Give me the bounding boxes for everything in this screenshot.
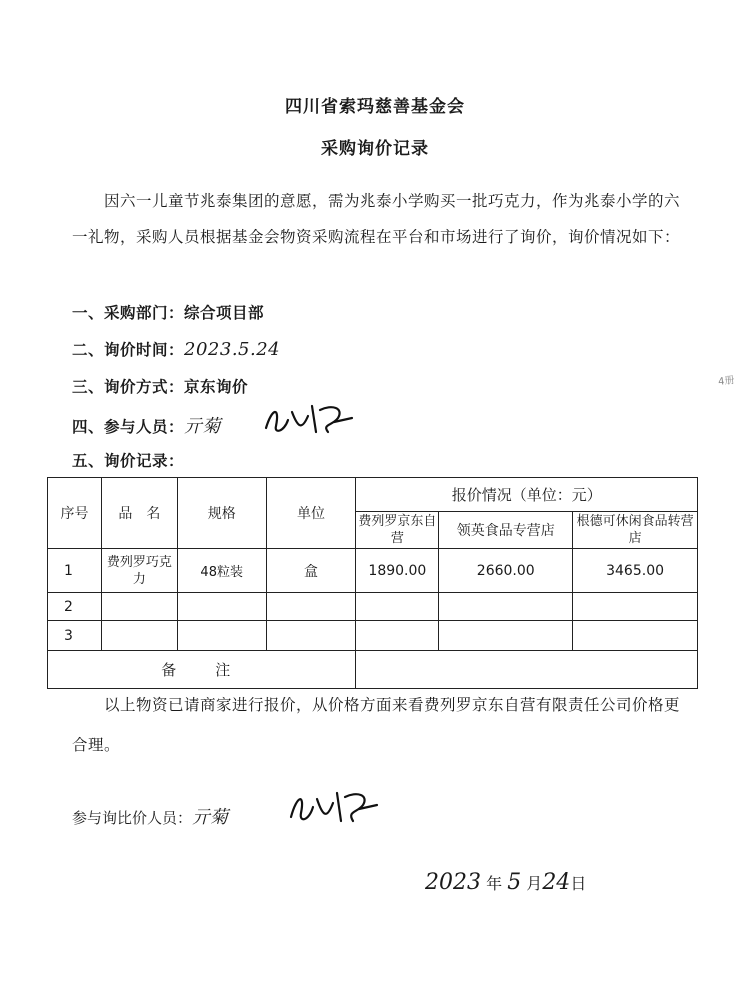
dept-label: 一、采购部门： bbox=[72, 304, 185, 322]
method-label: 三、询价方式： bbox=[72, 378, 185, 396]
row-price-2: 2660.00 bbox=[439, 549, 573, 593]
item-record: 五、询价记录： bbox=[72, 452, 185, 470]
item-time bbox=[72, 338, 280, 360]
row-seq: 3 bbox=[48, 621, 102, 651]
date-month-suffix: 月 bbox=[526, 874, 543, 893]
conclusion-paragraph: 以上物资已请商家进行报价，从价格方面来看费列罗京东自营有限责任公司价格更合理。 bbox=[72, 696, 681, 754]
header-vendor-3: 根德可休闲食品转营店 bbox=[573, 512, 698, 549]
date-day: 24 bbox=[542, 870, 571, 895]
header-seq: 序号 bbox=[48, 478, 102, 549]
row-price-3 bbox=[573, 593, 698, 621]
note-label: 备 注 bbox=[48, 651, 356, 689]
table-row bbox=[48, 593, 698, 621]
inquiry-table bbox=[47, 477, 698, 689]
item-people bbox=[72, 412, 221, 438]
row-spec bbox=[177, 593, 266, 621]
table-note-row bbox=[48, 651, 698, 689]
row-name: 费列罗巧克力 bbox=[101, 549, 177, 593]
row-name bbox=[101, 593, 177, 621]
item-dept bbox=[72, 301, 264, 323]
people-value: 亓菊 bbox=[184, 416, 222, 437]
date-month: 5 bbox=[507, 870, 522, 895]
row-price-2 bbox=[439, 593, 573, 621]
participants-label: 参与询比价人员： bbox=[72, 809, 193, 827]
row-unit bbox=[266, 621, 356, 651]
date-year: 2023 bbox=[425, 870, 481, 895]
row-seq: 2 bbox=[48, 593, 102, 621]
row-price-3 bbox=[573, 621, 698, 651]
header-vendor-1: 费列罗京东自营 bbox=[356, 512, 439, 549]
note-value bbox=[356, 651, 698, 689]
table-header-row-1 bbox=[48, 478, 698, 512]
row-spec: 48粒装 bbox=[177, 549, 266, 593]
org-title: 四川省索玛慈善基金会 bbox=[285, 97, 465, 117]
header-vendor-2: 领英食品专营店 bbox=[439, 512, 573, 549]
dept-value: 综合项目部 bbox=[184, 304, 265, 322]
header-unit: 单位 bbox=[266, 478, 356, 549]
signature-2 bbox=[287, 783, 382, 829]
people-label: 四、参与人员： bbox=[72, 418, 185, 436]
header-spec: 规格 bbox=[177, 478, 266, 549]
doc-title: 采购询价记录 bbox=[321, 139, 429, 159]
date-day-suffix: 日 bbox=[570, 874, 587, 893]
item-method bbox=[72, 375, 248, 397]
intro-paragraph: 因六一儿童节兆泰集团的意愿，需为兆泰小学购买一批巧克力，作为兆泰小学的六一礼物，采购人员根据基金会物资采购流程在平台和市场进行了询价，询价情况如下： bbox=[72, 192, 681, 246]
row-price-1 bbox=[356, 621, 439, 651]
row-price-2 bbox=[439, 621, 573, 651]
time-value: 2023.5.24 bbox=[184, 339, 281, 360]
row-price-1: 1890.00 bbox=[356, 549, 439, 593]
participants-value: 亓菊 bbox=[192, 807, 229, 828]
row-spec bbox=[177, 621, 266, 651]
signature-1 bbox=[262, 398, 357, 440]
row-price-3: 3465.00 bbox=[573, 549, 698, 593]
table-row bbox=[48, 621, 698, 651]
participants-line bbox=[72, 803, 228, 829]
row-unit bbox=[266, 593, 356, 621]
row-unit: 盒 bbox=[266, 549, 356, 593]
header-quote: 报价情况（单位：元） bbox=[356, 478, 698, 512]
method-value: 京东询价 bbox=[184, 378, 249, 396]
header-name: 品 名 bbox=[101, 478, 177, 549]
margin-mark: 4册 bbox=[717, 375, 736, 388]
date-year-suffix: 年 bbox=[486, 874, 503, 893]
row-seq: 1 bbox=[48, 549, 102, 593]
table-row bbox=[48, 549, 698, 593]
time-label: 二、询价时间： bbox=[72, 341, 185, 359]
row-price-1 bbox=[356, 593, 439, 621]
row-name bbox=[101, 621, 177, 651]
date-line bbox=[425, 870, 586, 895]
